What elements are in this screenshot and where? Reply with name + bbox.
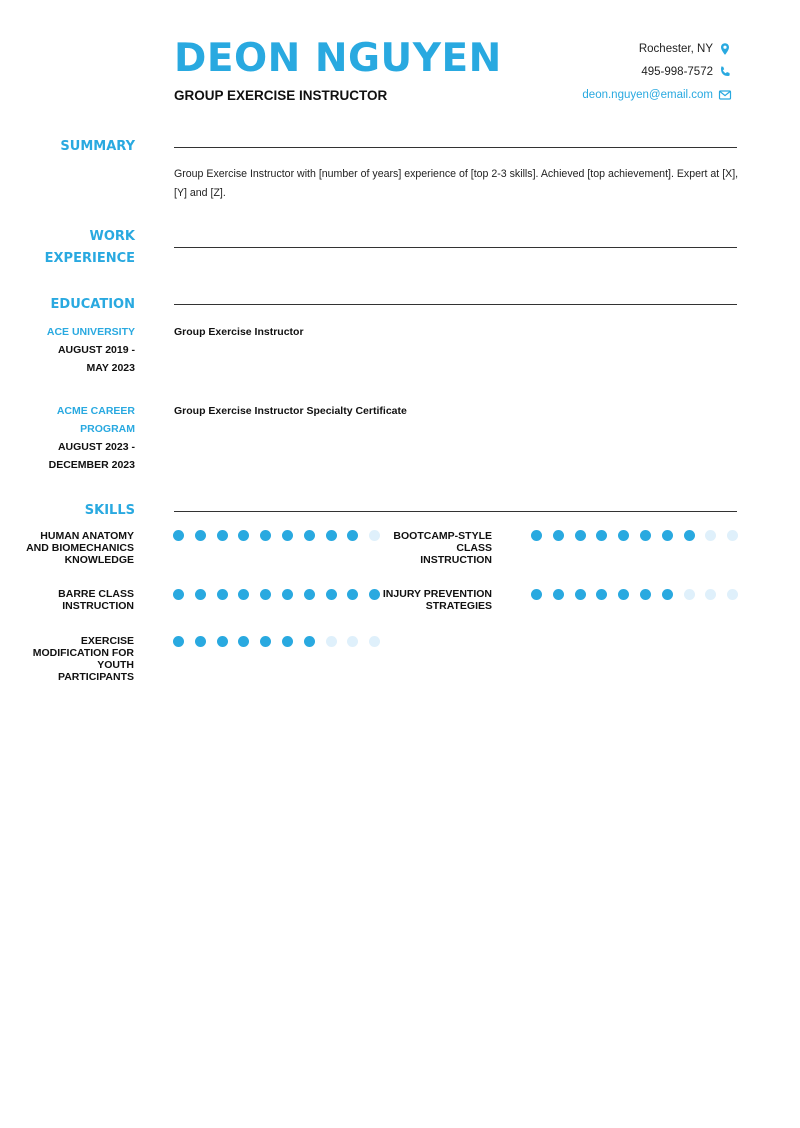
skill-dot-filled (195, 636, 206, 647)
skill-dot-filled (304, 530, 315, 541)
section-title-summary: SUMMARY (60, 139, 135, 154)
education-degree: Group Exercise Instructor (174, 326, 304, 338)
skill-dot-filled (575, 589, 586, 600)
skill-dot-filled (662, 530, 673, 541)
skill-dot-empty (369, 530, 380, 541)
education-dates: AUGUST 2023 - DECEMBER 2023 (48, 441, 135, 471)
skill-dot-empty (369, 636, 380, 647)
envelope-icon (718, 88, 732, 102)
skill-dot-filled (173, 589, 184, 600)
phone-icon (718, 65, 732, 79)
skill-dot-empty (727, 530, 738, 541)
skill-dot-filled (238, 530, 249, 541)
education-dates: AUGUST 2019 - MAY 2023 (57, 344, 135, 374)
skill-dot-filled (217, 589, 228, 600)
map-pin-icon (718, 42, 732, 56)
skills-divider (174, 511, 737, 512)
skill-dot-filled (347, 530, 358, 541)
skill-dot-filled (640, 589, 651, 600)
location-text: Rochester, NY (638, 43, 713, 55)
skill-name: HUMAN ANATOMY AND BIOMECHANICS KNOWLEDGE (26, 530, 134, 566)
skill-dot-filled (662, 589, 673, 600)
summary-divider (174, 147, 737, 148)
skill-dot-filled (238, 589, 249, 600)
section-title-skills: SKILLS (84, 503, 135, 518)
skill-dot-filled (173, 636, 184, 647)
education-school: ACE UNIVERSITY (46, 326, 135, 338)
skill-rating (531, 529, 749, 541)
contact-email[interactable] (582, 88, 732, 102)
skill-dot-filled (326, 530, 337, 541)
education-degree: Group Exercise Instructor Specialty Certificate (174, 405, 407, 417)
skill-dot-filled (217, 530, 228, 541)
education-school: ACME CAREER PROGRAM (56, 405, 135, 435)
skill-dot-filled (575, 530, 586, 541)
skill-rating (531, 588, 749, 600)
section-title-education: EDUCATION (50, 297, 135, 312)
job-title: GROUP EXERCISE INSTRUCTOR (174, 88, 388, 103)
skill-dot-filled (347, 589, 358, 600)
section-title-work-experience (45, 226, 135, 270)
section-title-work-line1: WORK (89, 229, 135, 244)
summary-text: Group Exercise Instructor with [number of years] experience of [top 2-3 skills]. Achieved [top achievement]. Expert at [X], [Y] and [Z]. (174, 168, 739, 199)
skill-dot-filled (618, 589, 629, 600)
skill-dot-filled (173, 530, 184, 541)
skill-dot-filled (369, 589, 380, 600)
skill-dot-empty (347, 636, 358, 647)
skill-name: BARRE CLASS INSTRUCTION (58, 588, 134, 612)
skill-dot-filled (553, 589, 564, 600)
skill-dot-filled (195, 589, 206, 600)
skill-dot-empty (705, 589, 716, 600)
candidate-name: DEON NGUYEN (174, 36, 502, 81)
skill-dot-filled (238, 636, 249, 647)
skill-rating (173, 635, 391, 647)
skill-dot-empty (684, 589, 695, 600)
skill-dot-filled (640, 530, 651, 541)
skill-dot-empty (727, 589, 738, 600)
skill-dot-filled (596, 589, 607, 600)
skill-dot-filled (531, 530, 542, 541)
skill-rating (173, 588, 391, 600)
skill-dot-filled (596, 530, 607, 541)
skill-rating (173, 529, 391, 541)
contact-location (639, 42, 732, 56)
skill-dot-filled (260, 636, 271, 647)
skill-name: INJURY PREVENTION STRATEGIES (382, 588, 492, 612)
skill-dot-filled (282, 530, 293, 541)
skill-dot-filled (553, 530, 564, 541)
contact-phone (641, 65, 732, 79)
skill-dot-filled (195, 530, 206, 541)
skill-dot-empty (326, 636, 337, 647)
skill-dot-filled (618, 530, 629, 541)
skill-name: EXERCISE MODIFICATION FOR YOUTH PARTICIPANTS (32, 635, 134, 683)
skill-name: BOOTCAMP-STYLE CLASS INSTRUCTION (393, 530, 492, 566)
section-title-work-line2: EXPERIENCE (44, 251, 135, 266)
skill-dot-filled (282, 636, 293, 647)
skill-dot-filled (304, 636, 315, 647)
skill-dot-filled (304, 589, 315, 600)
phone-text: 495-998-7572 (641, 66, 713, 78)
skill-dot-filled (217, 636, 228, 647)
email-link[interactable]: deon.nguyen@email.com (582, 89, 713, 101)
skill-dot-filled (260, 589, 271, 600)
skill-dot-empty (705, 530, 716, 541)
skill-dot-filled (684, 530, 695, 541)
skill-dot-filled (260, 530, 271, 541)
skill-dot-filled (326, 589, 337, 600)
skill-dot-filled (282, 589, 293, 600)
education-divider (174, 304, 737, 305)
work-divider (174, 247, 737, 248)
skill-dot-filled (531, 589, 542, 600)
